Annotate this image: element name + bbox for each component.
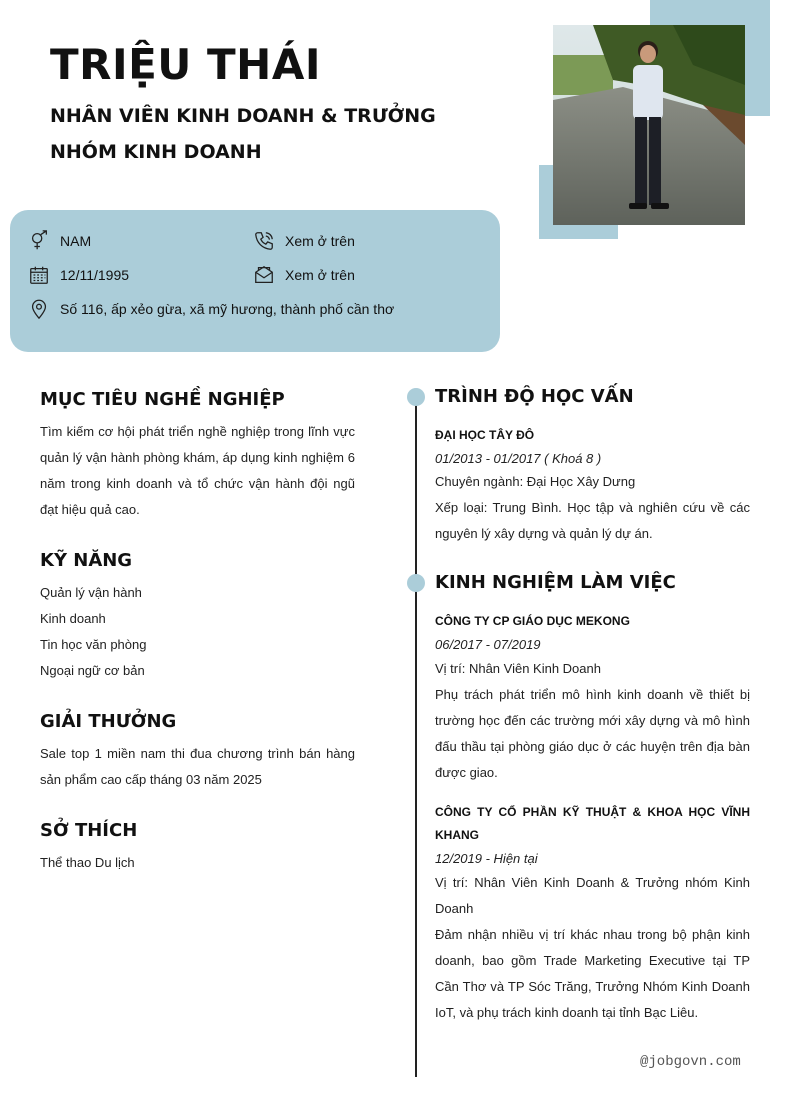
job-desc: Đảm nhận nhiều vị trí khác nhau trong bộ phận kinh doanh, bao gồm Trade Marketing Executive tại TP Cần Thơ và TP Sóc Trăng, Trưởng Nhóm Kinh Doanh IoT, và phụ trách kinh doanh tại tỉnh Bạc Liêu. [435,927,750,1020]
watermark: @jobgovn.com [640,1054,741,1070]
contact-phone [253,230,355,252]
education-title: TRÌNH ĐỘ HỌC VẤN [435,386,634,407]
location-pin-icon [28,298,50,320]
job-company: CÔNG TY CP GIÁO DỤC MEKONG [435,614,630,628]
profile-photo [553,25,745,225]
contact-panel [10,210,500,352]
education-date: 01/2013 - 01/2017 ( Khoá 8 ) [435,451,602,466]
experience-title: KINH NGHIỆM LÀM VIỆC [435,572,676,593]
phone-icon [253,230,275,252]
calendar-icon [28,264,50,286]
awards-title: GIẢI THƯỞNG [40,711,177,732]
job-entry [435,801,750,1026]
email-value: Xem ở trên [285,267,355,283]
skill-item: Ngoại ngữ cơ bản [40,663,145,678]
education-entry [435,424,750,547]
education-desc: Xếp loại: Trung Bình. Học tập và nghiên cứu về các nguyên lý xây dựng và quản lý dự án. [435,500,750,541]
birthday-value: 12/11/1995 [60,267,130,283]
contact-email [253,264,355,286]
gender-value: NAM [60,233,92,249]
address-value: Số 116, ấp xẻo gừa, xã mỹ hương, thành phố cần thơ [60,301,395,317]
objective-title: MỤC TIÊU NGHỀ NGHIỆP [40,389,285,410]
timeline-line [415,397,417,1077]
objective-text: Tìm kiếm cơ hội phát triển nghề nghiệp trong lĩnh vực quản lý vận hành phòng khám, áp dụng kinh nghiệm 6 năm trong kinh doanh và tổ chức vận hành đội ngũ đạt hiệu quả cao. [40,424,355,517]
contact-gender [28,230,91,252]
job-position: Vị trí: Nhân Viên Kinh Doanh [435,661,601,676]
contact-birthday [28,264,129,286]
school-name: ĐẠI HỌC TÂY ĐÔ [435,428,535,442]
skill-item: Quản lý vận hành [40,585,142,600]
mail-icon [253,264,275,286]
job-entry [435,610,750,786]
hobbies-text: Thể thao Du lịch [40,855,135,870]
job-date: 06/2017 - 07/2019 [435,637,541,652]
phone-value: Xem ở trên [285,233,355,249]
education-major: Chuyên ngành: Đại Học Xây Dưng [435,474,636,489]
awards-text: Sale top 1 miền nam thi đua chương trình bán hàng sản phẩm cao cấp tháng 03 năm 2025 [40,746,355,787]
experience-dot [407,574,425,592]
job-company: CÔNG TY CỔ PHẦN KỸ THUẬT & KHOA HỌC VĨNH KHANG [435,805,750,842]
job-date: 12/2019 - Hiện tại [435,851,538,866]
education-dot [407,388,425,406]
job-position: Vị trí: Nhân Viên Kinh Doanh & Trưởng nhóm Kinh Doanh [435,875,750,916]
hobbies-title: SỞ THÍCH [40,820,138,841]
job-desc: Phụ trách phát triển mô hình kinh doanh về thiết bị trường học đến các trường mới xây dựng và mô hình đấu thầu tại phòng giáo dục ở các huyện trên địa bàn được giao. [435,687,750,780]
job-title: NHÂN VIÊN KINH DOANH & TRƯỞNG NHÓM KINH DOANH [50,105,436,163]
skills-title: KỸ NĂNG [40,550,133,571]
gender-icon [28,230,50,252]
contact-address [28,298,394,320]
skill-item: Tin học văn phòng [40,637,147,652]
skill-item: Kinh doanh [40,611,106,626]
full-name: TRIỆU THÁI [50,40,321,89]
